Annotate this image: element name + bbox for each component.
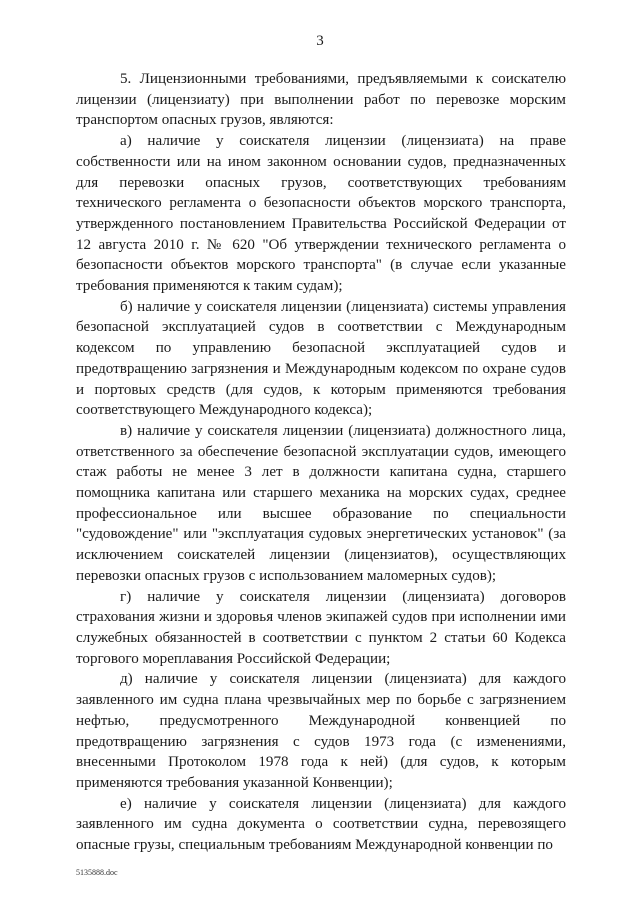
paragraph-item-b: б) наличие у соискателя лицензии (лицензиата) системы управления безопасной эксплуатацией судов в соответствии с Международным кодексом по управлению безопасной эксплуатацией судов и предотвращению загрязнения и Международным кодексом по охране судов и портовых средств (для судов, к которым применяются требования соответствующего Международного кодекса);: [76, 298, 566, 419]
paragraph-item-d: д) наличие у соискателя лицензии (лицензиата) для каждого заявленного им судна плана чрезвычайных мер по борьбе с загрязнением нефтью, предусмотренного Международной конвенцией по предотвращению загрязнения с судов 1973 года (с изменениями, внесенными Протоколом 1978 года к ней) (для судов, к которым применяются требования указанной Конвенции);: [76, 671, 566, 791]
paragraph-item-a: а) наличие у соискателя лицензии (лицензиата) на праве собственности или на ином законном основании судов, предназначенных для перевозки опасных грузов, соответствующих требованиям технического регламента о безопасности объектов морского транспорта, утвержденного постановлением Правительства Российской Федерации от 12 августа 2010 г. № 620 "Об утверждении технического регламента о безопасности объектов морского транспорта" (в случае если указанные требования применяются к таким судам);: [76, 133, 566, 295]
paragraph-item-v: в) наличие у соискателя лицензии (лицензиата) должностного лица, ответственного за обеспечение безопасной эксплуатации судов, имеющего стаж работы не менее 3 лет в должности капитана судна, старшего помощника капитана или старшего механика на морских судах, среднее профессиональное или высшее образование по специальности "судовождение" или "эксплуатация судовых энергетических установок" (за исключением соискателей лицензии (лицензиатов), осуществляющих перевозки опасных грузов с использованием маломерных судов);: [76, 422, 566, 584]
document-file-code: 5135888.doc: [76, 868, 118, 877]
document-body: [76, 69, 566, 856]
paragraph-item-g: г) наличие у соискателя лицензии (лицензиата) договоров страхования жизни и здоровья членов экипажей судов при исполнении ими служебных обязанностей в соответствии с пунктом 2 статьи 60 Кодекса торгового мореплавания Российской Федерации;: [76, 588, 566, 667]
paragraph-item-e: е) наличие у соискателя лицензии (лицензиата) для каждого заявленного им судна документа о соответствии судна, перевозящего опасные грузы, специальным требованиям Международной конвенции по: [76, 795, 566, 854]
paragraph-5-intro: 5. Лицензионными требованиями, предъявляемыми к соискателю лицензии (лицензиату) при выполнении работ по перевозке морским транспортом опасных грузов, являются:: [76, 71, 566, 129]
page-number: 3: [316, 33, 324, 49]
